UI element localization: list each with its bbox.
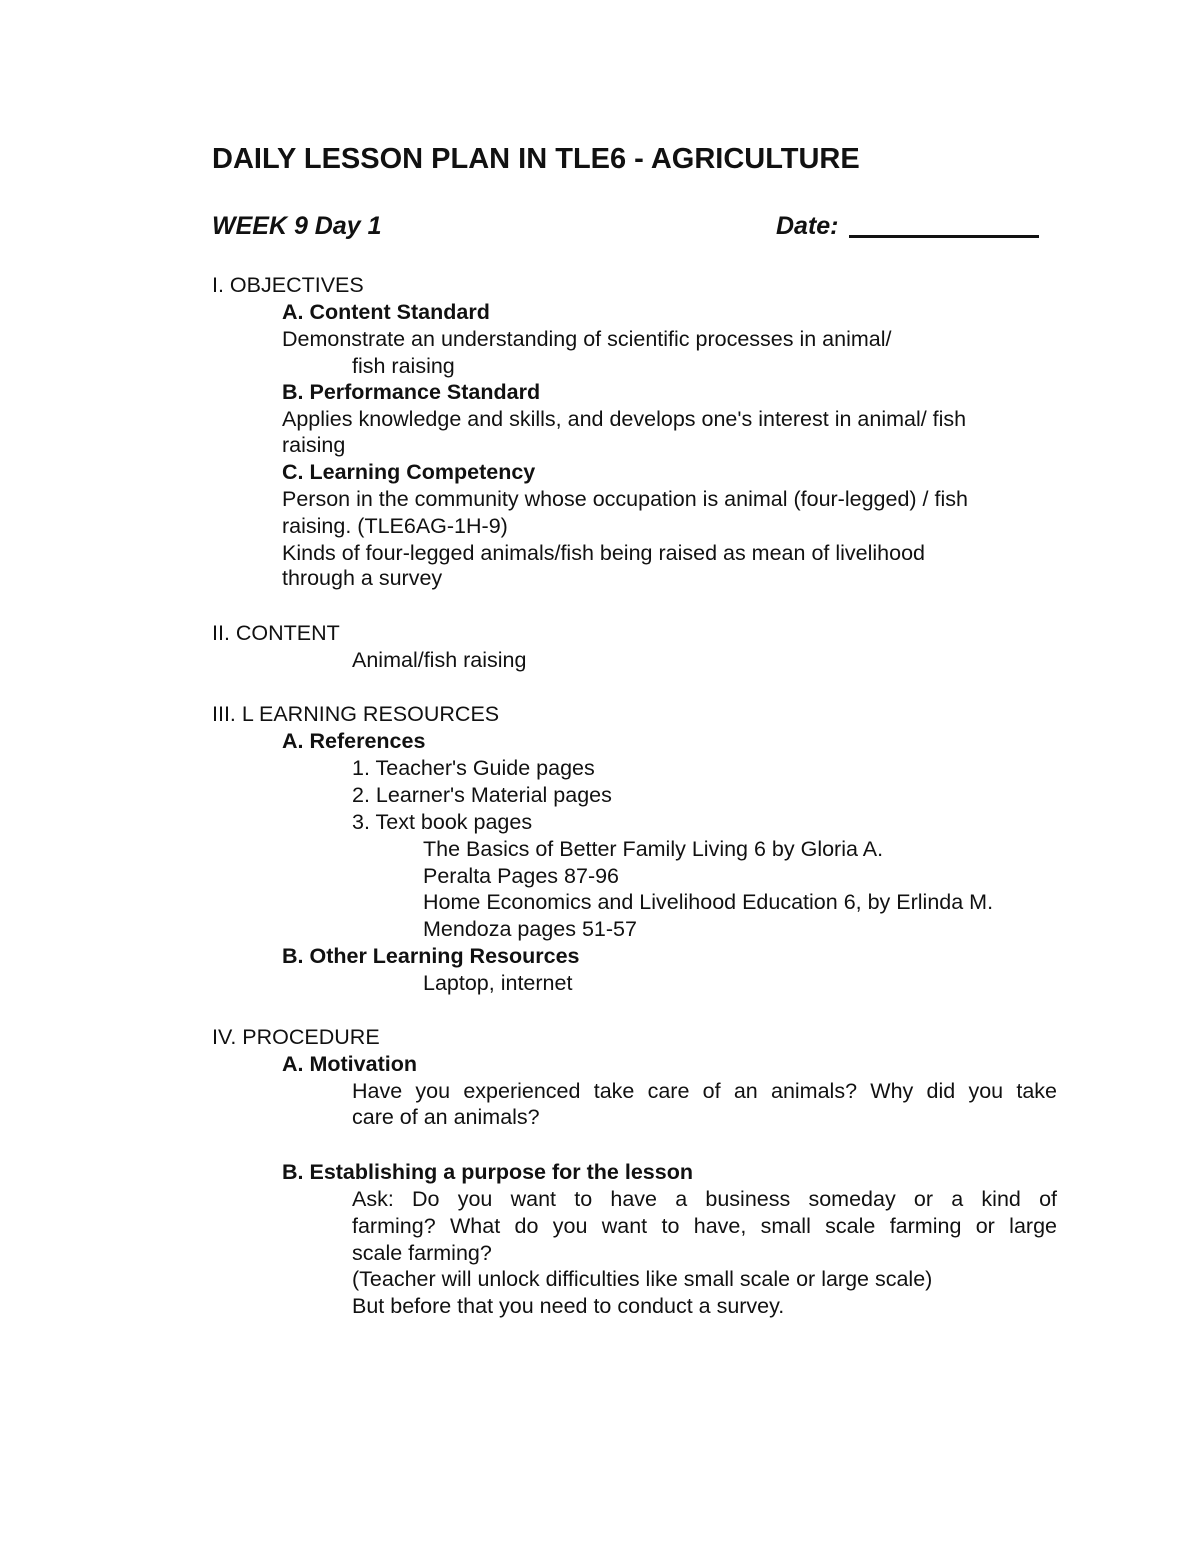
textbook-entry-1-cont: Peralta Pages 87-96	[423, 864, 620, 888]
performance-standard-text-cont: raising	[282, 433, 346, 457]
week-day-label: WEEK 9 Day 1	[212, 212, 382, 240]
content-standard-text-cont: fish raising	[352, 354, 455, 378]
motivation-text-line2: care of an animals?	[352, 1105, 540, 1129]
other-resources-label: B. Other Learning Resources	[282, 944, 580, 968]
references-label: A. References	[282, 729, 426, 753]
textbook-entry-2: Home Economics and Livelihood Education 6, by Erlinda M.	[423, 890, 994, 914]
purpose-text-line4: (Teacher will unlock difficulties like small scale or large scale)	[352, 1267, 933, 1291]
learning-competency-label: C. Learning Competency	[282, 460, 536, 484]
reference-item-teachers-guide: 1. Teacher's Guide pages	[352, 756, 595, 780]
purpose-text-line1: Ask: Do you want to have a business someday or a kind of	[352, 1187, 1057, 1211]
motivation-text-line1: Have you experienced take care of an animals? Why did you take	[352, 1079, 1057, 1103]
section-heading-content: II. CONTENT	[212, 621, 340, 645]
textbook-entry-1: The Basics of Better Family Living 6 by Gloria A.	[423, 837, 884, 861]
textbook-entry-2-cont: Mendoza pages 51-57	[423, 917, 637, 941]
content-standard-label: A. Content Standard	[282, 300, 490, 324]
section-heading-objectives: I. OBJECTIVES	[212, 273, 364, 297]
document-title: DAILY LESSON PLAN IN TLE6 - AGRICULTURE	[212, 143, 860, 175]
reference-item-textbook: 3. Text book pages	[352, 810, 533, 834]
motivation-label: A. Motivation	[282, 1052, 417, 1076]
content-text: Animal/fish raising	[352, 648, 527, 672]
date-label: Date:	[776, 212, 839, 240]
learning-competency-line2: raising. (TLE6AG-1H-9)	[282, 514, 508, 538]
other-resources-text: Laptop, internet	[423, 971, 573, 995]
purpose-text-line2: farming? What do you want to have, small scale farming or large	[352, 1214, 1057, 1238]
learning-competency-line3: Kinds of four-legged animals/fish being raised as mean of livelihood	[282, 541, 925, 565]
learning-competency-line4: through a survey	[282, 566, 443, 590]
performance-standard-text: Applies knowledge and skills, and develops one's interest in animal/ fish	[282, 407, 967, 431]
performance-standard-label: B. Performance Standard	[282, 380, 541, 404]
learning-competency-line1: Person in the community whose occupation is animal (four-legged) / fish	[282, 487, 968, 511]
purpose-text-line3: scale farming?	[352, 1241, 492, 1265]
purpose-text-line5: But before that you need to conduct a survey.	[352, 1294, 785, 1318]
reference-item-learners-material: 2. Learner's Material pages	[352, 783, 612, 807]
date-field	[776, 210, 1039, 242]
purpose-label: B. Establishing a purpose for the lesson	[282, 1160, 693, 1184]
content-standard-text: Demonstrate an understanding of scientific processes in animal/	[282, 327, 892, 351]
section-heading-procedure: IV. PROCEDURE	[212, 1025, 380, 1049]
section-heading-resources: III. L EARNING RESOURCES	[212, 702, 500, 726]
date-blank-line	[849, 211, 1039, 238]
